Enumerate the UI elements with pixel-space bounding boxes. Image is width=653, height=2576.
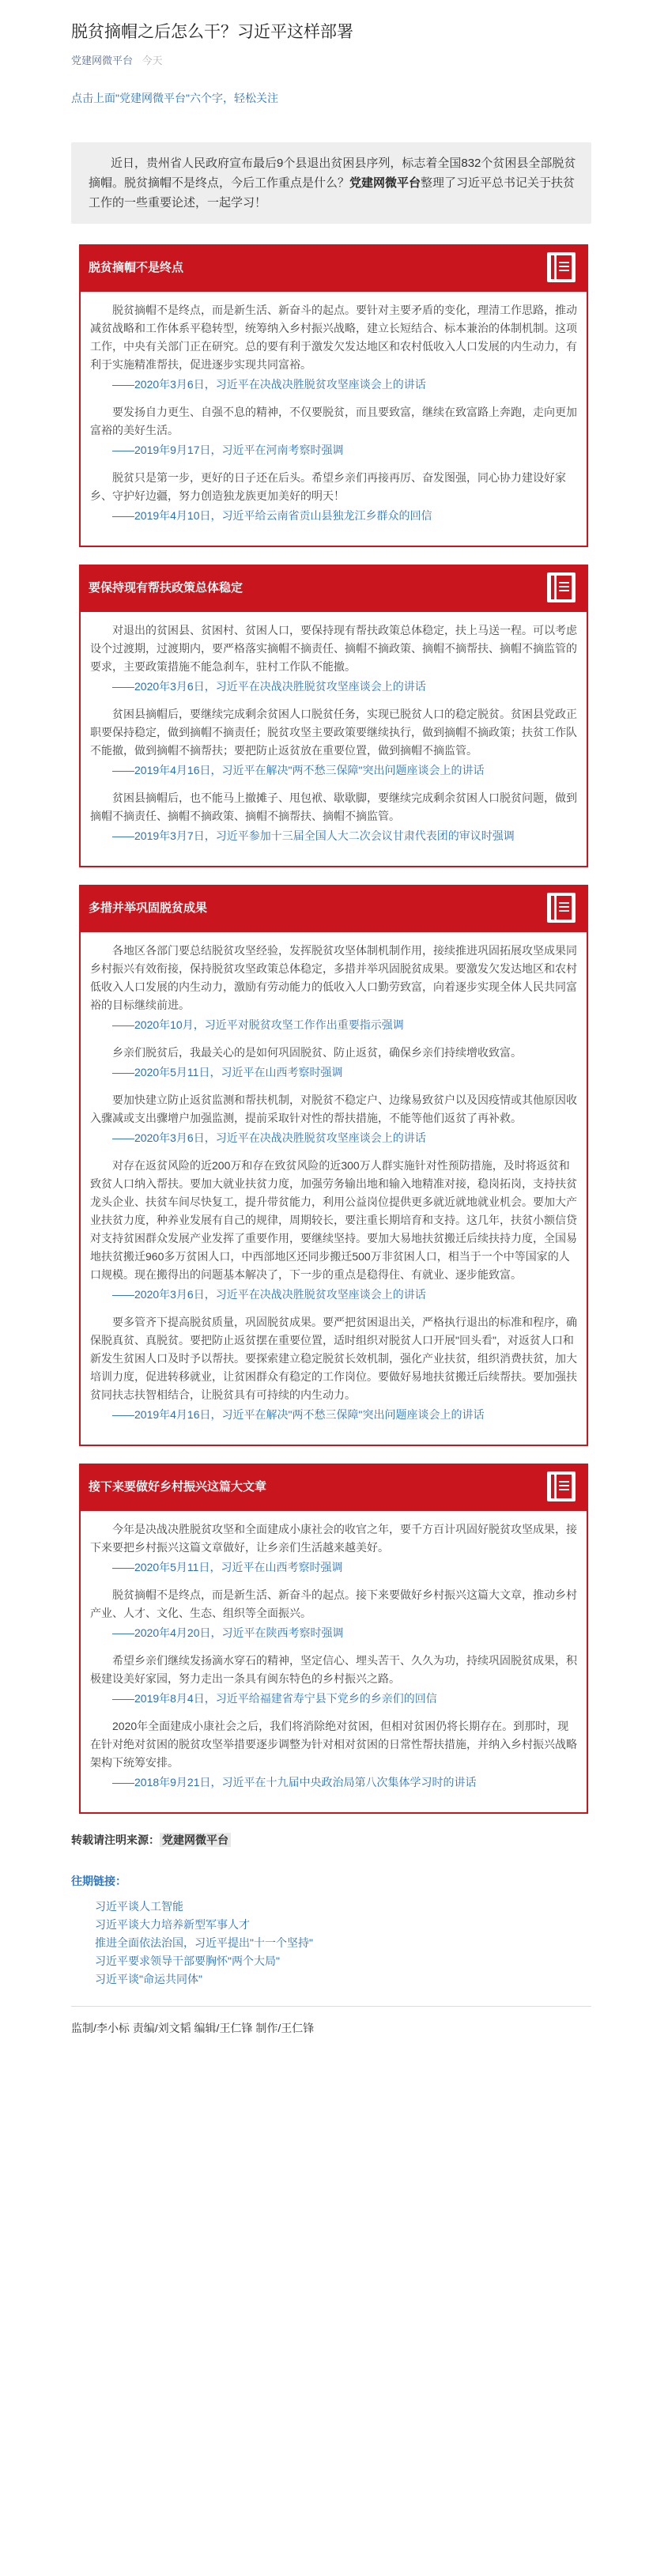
past-article-link[interactable]: 习近平要求领导干部要胸怀"两个大局" — [95, 1955, 280, 1967]
section-1 — [79, 244, 588, 547]
section-header — [81, 566, 587, 612]
reprint-source: 党建网微平台 — [160, 1833, 231, 1847]
past-article-link[interactable]: 习近平谈大力培养新型军事人才 — [95, 1918, 250, 1931]
sections-container — [71, 244, 591, 1814]
quote-paragraph — [90, 705, 577, 760]
reprint-notice — [71, 1831, 591, 1849]
quote-text: 要多管齐下提高脱贫质量，巩固脱贫成果。要严把贫困退出关，严格执行退出的标准和程序，确保脱真贫、真脱贫。要把防止返贫摆在重要位置，适时组织对脱贫人口开展"回头看"，对返贫人口和新发生贫困人口及时予以帮扶。要探索建立稳定脱贫长效机制，强化产业扶贫，组织消费扶贫，加大培训力度，促进转移就业，让贫困群众有稳定的工作岗位。要做好易地扶贫搬迁后续帮扶。要加强扶贫同扶志扶智相结合，让脱贫具有可持续的内生动力。 — [90, 1316, 577, 1401]
quote-source — [90, 1063, 577, 1082]
quote-source-text: ——2019年3月7日，习近平参加十三届全国人大二次会议甘肃代表团的审议时强调 — [112, 829, 515, 842]
quote-text: 2020年全面建成小康社会之后，我们将消除绝对贫困，但相对贫困仍将长期存在。到那时，现在针对绝对贫困的脱贫攻坚举措要逐步调整为针对相对贫困的日常性帮扶措施，并纳入乡村振兴战略架构下统筹安排。 — [90, 1720, 577, 1769]
quote-text: 今年是决战决胜脱贫攻坚和全面建成小康社会的收官之年，要千方百计巩固好脱贫攻坚成果，接下来要把乡村振兴这篇文章做好，让乡亲们生活越来越美好。 — [90, 1523, 577, 1554]
quote-paragraph — [90, 621, 577, 676]
quote-paragraph — [90, 1157, 577, 1284]
quote-source — [90, 678, 577, 696]
quote-text: 对退出的贫困县、贫困村、贫困人口，要保持现有帮扶政策总体稳定，扶上马送一程。可以考虑设个过渡期，过渡期内，要严格落实摘帽不摘责任、摘帽不摘政策、摘帽不摘帮扶、摘帽不摘监管的要求，主要政策措施不能急刹车，驻村工作队不能撤。 — [90, 624, 577, 673]
reprint-label: 转载请注明来源： — [71, 1834, 160, 1846]
quote-paragraph — [90, 469, 577, 505]
quote-text: 贫困县摘帽后，也不能马上撤摊子、甩包袱、歇歇脚，要继续完成剩余贫困人口脱贫问题，做到摘帽不摘责任、摘帽不摘政策、摘帽不摘帮扶、摘帽不摘监管。 — [90, 791, 577, 822]
quote-source-text: ——2018年9月21日，习近平在十九届中央政治局第八次集体学习时的讲话 — [112, 1776, 477, 1788]
section-body — [81, 292, 587, 546]
quote-source-text: ——2020年3月6日，习近平在决战决胜脱贫攻坚座谈会上的讲话 — [112, 1288, 426, 1301]
quote-source-text: ——2020年4月20日，习近平在陕西考察时强调 — [112, 1626, 344, 1639]
account-name-link[interactable]: 党建网微平台 — [71, 55, 134, 66]
publish-date: 今天 — [142, 55, 163, 66]
section-title: 脱贫摘帽不是终点 — [89, 261, 184, 274]
quote-text: 希望乡亲们继续发扬滴水穿石的精神，坚定信心、埋头苦干、久久为功，持续巩固脱贫成果，积极建设美好家园，努力走出一条具有闽东特色的乡村振兴之路。 — [90, 1654, 577, 1685]
quote-paragraph — [90, 789, 577, 825]
quote-paragraph — [90, 942, 577, 1014]
follow-prompt-link[interactable]: 点击上面"党建网微平台"六个字，轻松关注 — [71, 92, 278, 104]
quote-source — [90, 1286, 577, 1304]
quote-source — [90, 1016, 577, 1034]
section-title: 接下来要做好乡村振兴这篇大文章 — [89, 1480, 267, 1494]
past-article-link[interactable]: 推进全面依法治国，习近平提出"十一个坚持" — [95, 1936, 313, 1949]
section-body — [81, 612, 587, 866]
section-body — [81, 1511, 587, 1812]
quote-source — [90, 827, 577, 845]
book-icon — [547, 1471, 576, 1501]
quote-paragraph — [90, 1091, 577, 1127]
quote-paragraph — [90, 1044, 577, 1062]
quote-source — [90, 1129, 577, 1147]
quote-source-text: ——2020年3月6日，习近平在决战决胜脱贫攻坚座谈会上的讲话 — [112, 378, 426, 391]
article-meta — [71, 54, 591, 68]
quote-paragraph — [90, 1520, 577, 1557]
section-header — [81, 886, 587, 932]
quote-source — [90, 441, 577, 459]
quote-source — [90, 507, 577, 525]
quote-source — [90, 1406, 577, 1424]
credits-footer: 监制/李小标 责编/刘文韬 编辑/王仁锋 制作/王仁锋 — [71, 2006, 591, 2037]
quote-paragraph — [90, 1313, 577, 1404]
section-title: 多措并举巩固脱贫成果 — [89, 901, 208, 915]
quote-source-text: ——2019年4月10日，习近平给云南省贡山县独龙江乡群众的回信 — [112, 509, 432, 522]
quote-source — [90, 1624, 577, 1642]
quote-paragraph — [90, 1717, 577, 1772]
intro-bold: 党建网微平台 — [349, 176, 421, 190]
section-2 — [79, 565, 588, 867]
quote-source — [90, 1558, 577, 1577]
quote-text: 要加快建立防止返贫监测和帮扶机制，对脱贫不稳定户、边缘易致贫户以及因疫情或其他原因收入骤减或支出骤增户加强监测，提前采取针对性的帮扶措施，不能等他们返贫了再补救。 — [90, 1093, 577, 1124]
quote-paragraph — [90, 1652, 577, 1688]
quote-source-text: ——2020年3月6日，习近平在决战决胜脱贫攻坚座谈会上的讲话 — [112, 680, 426, 693]
article-title: 脱贫摘帽之后怎么干？习近平这样部署 — [71, 23, 353, 41]
book-icon — [547, 252, 576, 282]
past-article-link[interactable]: 习近平谈"命运共同体" — [95, 1973, 202, 1985]
quote-source — [90, 761, 577, 780]
section-header — [81, 246, 587, 292]
intro-tail: 整理了习近平总书记关于扶贫工作的一些重要论述，一起学习！ — [89, 176, 576, 210]
intro-text: 近日，贵州省人民政府宣布最后9个县退出贫困县序列，标志着全国832个贫困县全部脱贫摘帽。脱贫摘帽不是终点，今后工作重点是什么？ — [89, 157, 576, 190]
quote-text: 乡亲们脱贫后，我最关心的是如何巩固脱贫、防止返贫，确保乡亲们持续增收致富。 — [112, 1046, 522, 1059]
section-header — [81, 1465, 587, 1511]
quote-source-text: ——2019年4月16日，习近平在解决"两不愁三保障"突出问题座谈会上的讲话 — [112, 764, 485, 776]
book-icon — [547, 893, 576, 923]
quote-text: 各地区各部门要总结脱贫攻坚经验，发挥脱贫攻坚体制机制作用，接续推进巩固拓展攻坚成果同乡村振兴有效衔接，保持脱贫攻坚政策总体稳定，多措并举巩固脱贫成果。要激发欠发达地区和农村低收入人口发展的内生动力，激励有劳动能力的低收入人口勤劳致富，向着逐步实现全体人民共同富裕的目标继续前进。 — [90, 944, 577, 1011]
quote-text: 贫困县摘帽后，要继续完成剩余贫困人口脱贫任务，实现已脱贫人口的稳定脱贫。贫困县党政正职要保持稳定，做到摘帽不摘责任；脱贫攻坚主要政策要继续执行，做到摘帽不摘政策；扶贫工作队不能撤，做到摘帽不摘帮扶；要把防止返贫放在重要位置，做到摘帽不摘监管。 — [90, 708, 577, 757]
quote-source — [90, 376, 577, 394]
quote-source-text: ——2020年5月11日，习近平在山西考察时强调 — [112, 1066, 343, 1078]
book-icon — [547, 572, 576, 602]
past-article-link[interactable]: 习近平谈人工智能 — [95, 1900, 183, 1913]
quote-text: 要发扬自力更生、自强不息的精神，不仅要脱贫，而且要致富，继续在致富路上奔跑，走向更加富裕的美好生活。 — [90, 406, 577, 436]
quote-source-text: ——2020年10月，习近平对脱贫攻坚工作作出重要指示强调 — [112, 1018, 404, 1031]
quote-source-text: ——2019年4月16日，习近平在解决"两不愁三保障"突出问题座谈会上的讲话 — [112, 1408, 485, 1421]
quote-source — [90, 1690, 577, 1708]
quote-paragraph — [90, 301, 577, 374]
section-body — [81, 932, 587, 1445]
quote-text: 脱贫摘帽不是终点，而是新生活、新奋斗的起点。接下来要做好乡村振兴这篇大文章，推动乡村产业、人才、文化、生态、组织等全面振兴。 — [90, 1588, 577, 1619]
quote-source-text: ——2020年3月6日，习近平在决战决胜脱贫攻坚座谈会上的讲话 — [112, 1131, 426, 1144]
section-4 — [79, 1464, 588, 1814]
section-title: 要保持现有帮扶政策总体稳定 — [89, 581, 243, 595]
quote-source — [90, 1773, 577, 1792]
section-3 — [79, 885, 588, 1446]
quote-source-text: ——2020年5月11日，习近平在山西考察时强调 — [112, 1561, 343, 1573]
past-links-list — [71, 1898, 591, 1989]
intro-box — [71, 142, 591, 224]
quote-source-text: ——2019年9月17日，习近平在河南考察时强调 — [112, 444, 344, 456]
quote-text: 脱贫摘帽不是终点，而是新生活、新奋斗的起点。要针对主要矛盾的变化，理清工作思路，推动减贫战略和工作体系平稳转型，统筹纳入乡村振兴战略，建立长短结合、标本兼治的体制机制。这项工作，中央有关部门正在研究。总的要有利于激发欠发达地区和农村低收入人口发展的内生动力，有利于实施精准帮扶，促进逐步实现共同富裕。 — [90, 304, 577, 371]
quote-paragraph — [90, 403, 577, 440]
past-links-title: 往期链接： — [71, 1875, 126, 1887]
quote-source-text: ——2019年8月4日，习近平给福建省寿宁县下党乡的乡亲们的回信 — [112, 1692, 437, 1705]
quote-text: 脱贫只是第一步，更好的日子还在后头。希望乡亲们再接再厉、奋发图强，同心协力建设好家乡、守护好边疆，努力创造独龙族更加美好的明天！ — [90, 471, 566, 502]
quote-text: 对存在返贫风险的近200万和存在致贫风险的近300万人群实施针对性预防措施，及时将返贫和致贫人口纳入帮扶。要加大就业扶贫力度，加强劳务输出地和输入地精准对接，稳岗拓岗，支持扶贫龙头企业、扶贫车间尽快复工，提升带贫能力，利用公益岗位提供更多就近就地就业机会。要加大产业扶贫力度，种养业发展有自己的规律，周期较长，要注重长期培育和支持。这几年，扶贫小额信贷对支持贫困群众发展产业发挥了重要作用，要继续坚持。要加大易地扶贫搬迁后续扶持力度，全国易地扶贫搬迁960多万贫困人口，中西部地区还同步搬迁500万非贫困人口，相当于一个中等国家的人口规模。现在搬得出的问题基本解决了，下一步的重点是稳得住、有就业、逐步能致富。 — [90, 1159, 577, 1281]
quote-paragraph — [90, 1586, 577, 1622]
